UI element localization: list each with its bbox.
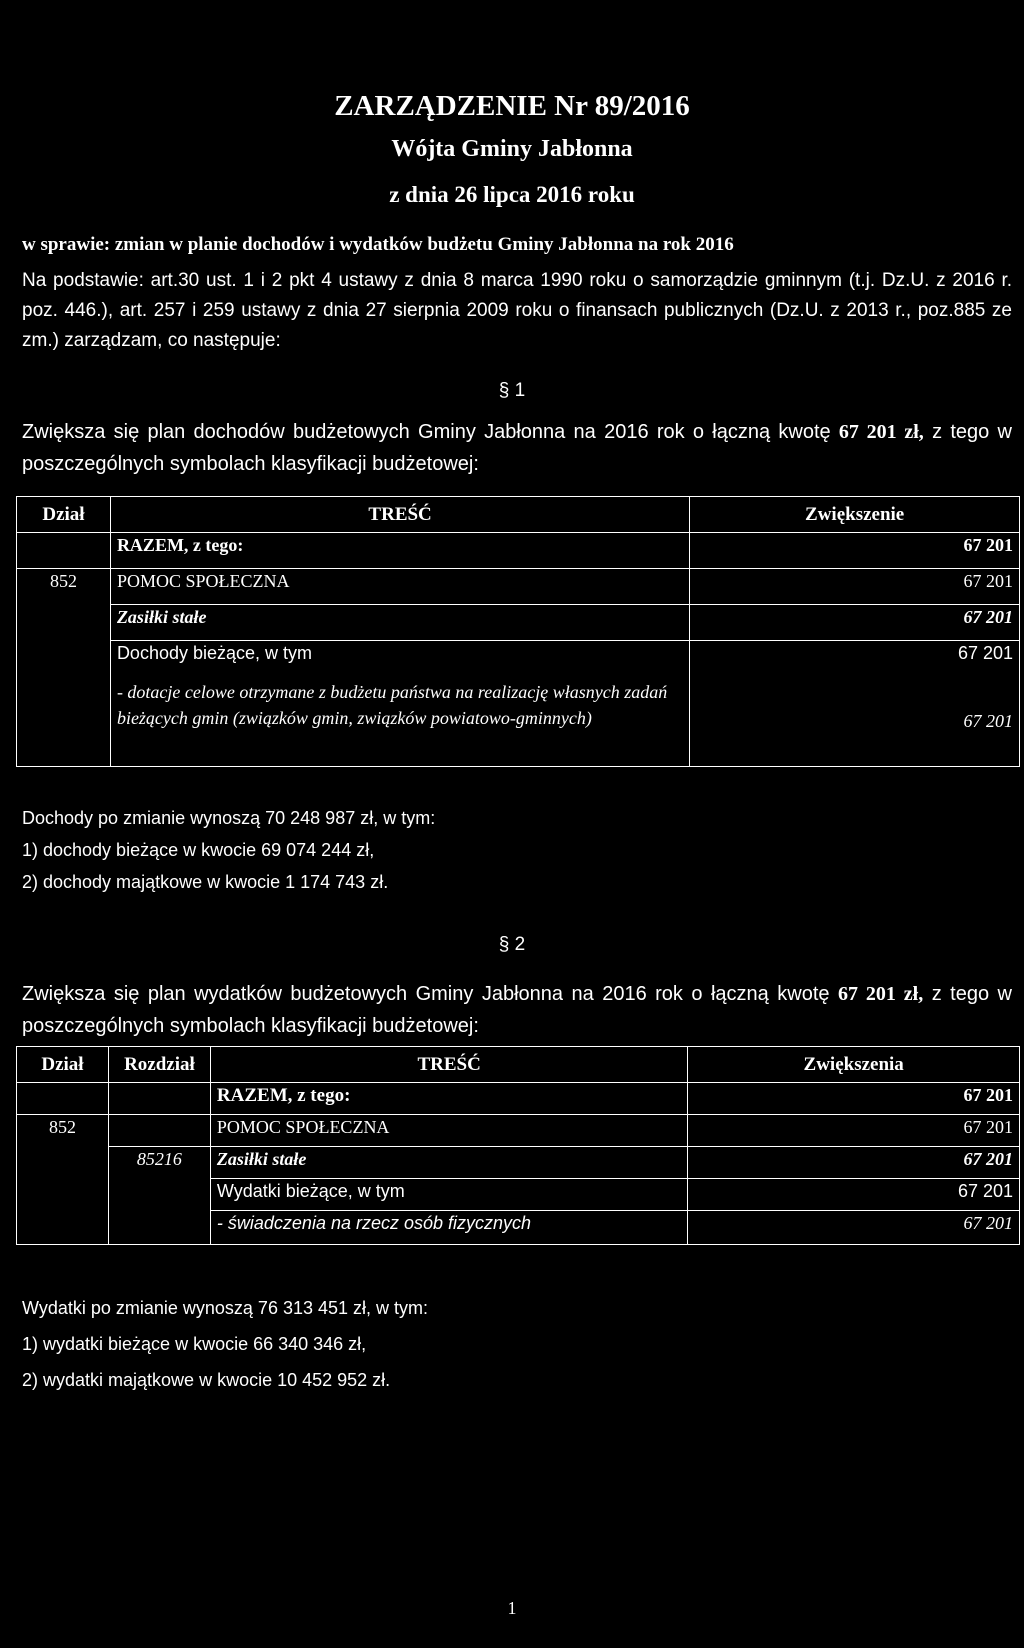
document-date: z dnia 26 lipca 2016 roku [389, 182, 635, 207]
table-row [17, 1083, 1020, 1115]
document-authority: Wójta Gminy Jabłonna [391, 136, 633, 162]
income-amount: 67 201 [690, 605, 1020, 641]
section-2-intro-rest: z tego w poszczególnych symbolach klasyfikacji budżetowej: [22, 983, 1012, 1037]
income-summary [22, 802, 1012, 898]
expense-rozdzial: 85216 [108, 1147, 210, 1179]
section-2-intro-amount: 67 201 zł, [837, 983, 924, 1005]
income-header-amount: Zwiększenie [690, 497, 1020, 533]
document-subject: w sprawie: zmian w planie dochodów i wydatków budżetu Gminy Jabłonna na rok 2016 [22, 234, 734, 255]
section-1-intro-amount: 67 201 zł, [838, 421, 924, 443]
table-row [17, 533, 1020, 569]
section-1-intro-rest: z tego w poszczególnych symbolach klasyfikacji budżetowej: [22, 421, 1012, 475]
expense-summary-line: Wydatki po zmianie wynoszą 76 313 451 zł, w tym: [22, 1298, 429, 1318]
section-2-mark: § 2 [498, 934, 526, 955]
income-tresc: Dochody bieżące, w tym [110, 641, 689, 677]
expense-summary-line: 2) wydatki majątkowe w kwocie 10 452 952 zł. [22, 1370, 391, 1390]
income-amount: 67 201 [690, 533, 1020, 569]
expense-summary-line: 1) wydatki bieżące w kwocie 66 340 346 zł, [22, 1334, 367, 1354]
expense-dzial [17, 1211, 109, 1245]
expense-amount: 67 201 [688, 1211, 1020, 1245]
income-tresc: POMOC SPOŁECZNA [110, 569, 689, 605]
expense-rozdzial [108, 1115, 210, 1147]
expense-header-rozdzial: Rozdział [108, 1047, 210, 1083]
table-row [17, 641, 1020, 677]
section-2-intro [22, 978, 1012, 1042]
section-1-intro-text: Zwiększa się plan dochodów budżetowych Gminy Jabłonna na 2016 rok o łączną kwotę [22, 421, 831, 443]
income-summary-line: 1) dochody bieżące w kwocie 69 074 244 zł, [22, 840, 375, 860]
expense-header-amount: Zwiększenia [688, 1047, 1020, 1083]
income-header-tresc: TREŚĆ [110, 497, 689, 533]
table-row [17, 1211, 1020, 1245]
income-amount: 67 201 [690, 569, 1020, 605]
document-title: ZARZĄDZENIE Nr 89/2016 [334, 90, 690, 122]
income-header-dzial: Dział [17, 497, 111, 533]
expense-rozdzial [108, 1179, 210, 1211]
page-number: 1 [507, 1598, 517, 1618]
expense-rozdzial [108, 1211, 210, 1245]
expense-table [16, 1046, 1020, 1245]
expense-summary [22, 1290, 1012, 1398]
income-table [16, 496, 1020, 767]
income-summary-line: Dochody po zmianie wynoszą 70 248 987 zł, w tym: [22, 808, 436, 828]
income-dzial [17, 533, 111, 569]
section-2-intro-text: Zwiększa się plan wydatków budżetowych Gminy Jabłonna na 2016 rok o łączną kwotę [22, 983, 830, 1005]
expense-tresc: Zasiłki stałe [210, 1147, 687, 1179]
income-tresc: RAZEM, z tego: [110, 533, 689, 569]
income-tresc: - dotacje celowe otrzymane z budżetu państwa na realizację własnych zadań bieżących gmin (związków gmin, związków powiatowo-gminnych) [110, 677, 689, 767]
table-row [17, 569, 1020, 605]
expense-tresc: Wydatki bieżące, w tym [210, 1179, 687, 1211]
income-amount: 67 201 [690, 677, 1020, 767]
table-row [17, 1147, 1020, 1179]
expense-rozdzial [108, 1083, 210, 1115]
expense-amount: 67 201 [688, 1179, 1020, 1211]
expense-dzial [17, 1083, 109, 1115]
expense-amount: 67 201 [688, 1083, 1020, 1115]
expense-amount: 67 201 [688, 1115, 1020, 1147]
table-row [17, 677, 1020, 767]
expense-dzial [17, 1147, 109, 1179]
income-summary-line: 2) dochody majątkowe w kwocie 1 174 743 zł. [22, 872, 389, 892]
section-1-mark: § 1 [498, 380, 526, 401]
income-amount: 67 201 [690, 641, 1020, 677]
income-tresc: Zasiłki stałe [110, 605, 689, 641]
income-dzial [17, 605, 111, 641]
legal-basis: Na podstawie: art.30 ust. 1 i 2 pkt 4 ustawy z dnia 8 marca 1990 roku o samorządzie gminnym (t.j. Dz.U. z 2016 r. poz. 446.), art. 257 i 259 ustawy z dnia 27 sierpnia 2009 roku o finansach publicznych (Dz.U. z 2013 r., poz.885 ze zm.) zarządzam, co następuje: [22, 270, 1012, 351]
expense-dzial [17, 1179, 109, 1211]
table-row [17, 605, 1020, 641]
income-dzial [17, 677, 111, 767]
table-row [17, 1115, 1020, 1147]
expense-header-tresc: TREŚĆ [210, 1047, 687, 1083]
expense-tresc: RAZEM, z tego: [210, 1083, 687, 1115]
expense-tresc: - świadczenia na rzecz osób fizycznych [210, 1211, 687, 1245]
income-dzial [17, 641, 111, 677]
expense-dzial: 852 [17, 1115, 109, 1147]
expense-header-dzial: Dział [17, 1047, 109, 1083]
table-row [17, 1179, 1020, 1211]
income-dzial: 852 [17, 569, 111, 605]
expense-amount: 67 201 [688, 1147, 1020, 1179]
expense-tresc: POMOC SPOŁECZNA [210, 1115, 687, 1147]
section-1-intro [22, 416, 1012, 480]
